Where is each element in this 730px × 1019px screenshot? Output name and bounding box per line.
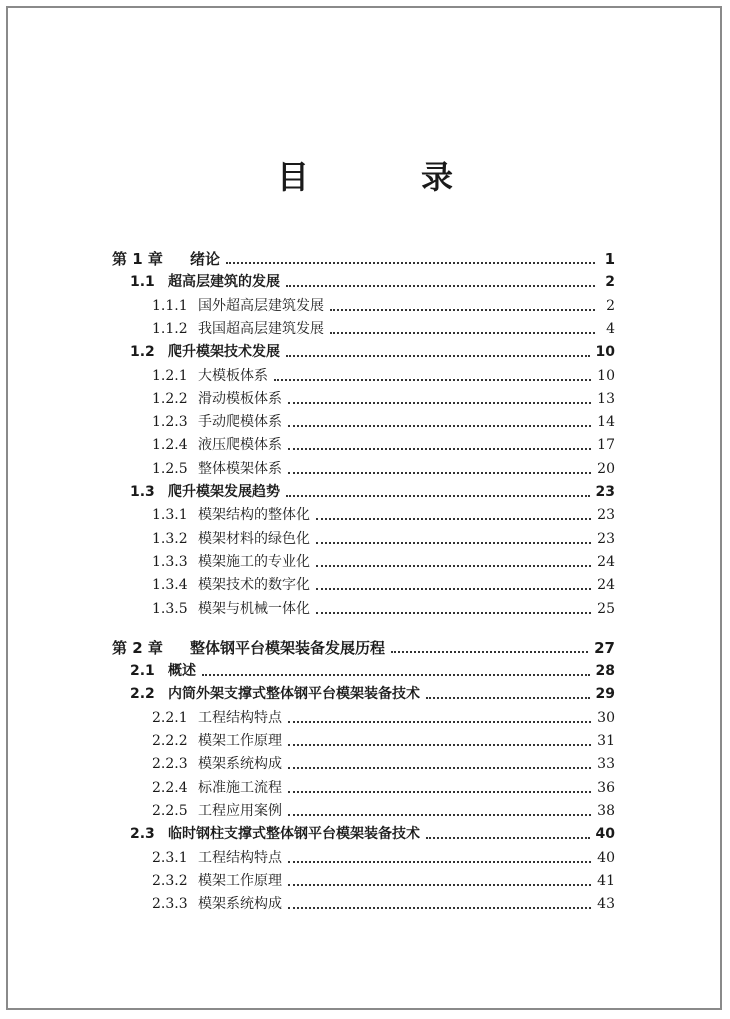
toc-entry[interactable] <box>152 500 615 524</box>
dot-leader <box>288 813 591 816</box>
toc-entry-page: 14 <box>597 414 615 431</box>
toc-entry-label: 模架与机械一体化 <box>198 600 310 617</box>
toc-entry-number: 1.3.5 <box>152 600 188 617</box>
toc-entry-label: 工程结构特点 <box>198 849 282 866</box>
toc-entry-number: 1.2.4 <box>152 437 188 454</box>
toc-entry-number: 1.1.2 <box>152 320 188 337</box>
toc-entry-number: 1.3.4 <box>152 577 188 594</box>
dot-leader <box>202 673 590 676</box>
toc-entry-label: 概述 <box>168 663 196 680</box>
toc-entry-page: 4 <box>606 320 615 337</box>
toc-entry-label: 模架材料的绿色化 <box>198 530 310 547</box>
toc-entry[interactable] <box>152 843 615 867</box>
dot-leader <box>288 883 591 886</box>
dot-leader <box>288 471 591 474</box>
toc-entry[interactable] <box>112 244 615 268</box>
toc-entry-label: 标准施工流程 <box>198 779 282 796</box>
toc-entry-page: 10 <box>595 344 615 361</box>
toc-entry-page: 38 <box>597 802 615 819</box>
dot-leader <box>286 494 590 497</box>
toc-entry[interactable] <box>152 703 615 727</box>
toc-entry-page: 1 <box>604 250 615 268</box>
dot-leader <box>288 906 591 909</box>
toc-entry-number: 2.1 <box>130 663 155 680</box>
toc-entry[interactable] <box>152 430 615 454</box>
dot-leader <box>316 587 591 590</box>
toc-entry-number: 2.2.3 <box>152 756 188 773</box>
toc-entry[interactable] <box>130 656 615 680</box>
toc-entry-number: 1.3.2 <box>152 530 188 547</box>
toc-entry-label: 模架工作原理 <box>198 872 282 889</box>
toc-entry[interactable] <box>130 819 615 843</box>
toc-entry-number: 1.2 <box>130 344 155 361</box>
toc-entry-label: 模架工作原理 <box>198 733 282 749</box>
toc-entry-number: 2.3.2 <box>152 872 188 889</box>
toc-entry-label: 临时钢柱支撑式整体钢平台模架装备技术 <box>168 826 420 843</box>
dot-leader <box>316 517 591 520</box>
dot-leader <box>330 308 595 311</box>
toc-entry-number: 2.3 <box>130 826 155 843</box>
toc-entry-number: 1.3 <box>130 484 155 500</box>
toc-entry-label: 模架系统构成 <box>198 756 282 773</box>
toc-entry[interactable] <box>130 267 615 291</box>
dot-leader <box>288 447 591 450</box>
toc-entry-label: 整体钢平台模架装备发展历程 <box>190 638 386 657</box>
toc-entry[interactable] <box>152 796 615 820</box>
toc-entry-page: 20 <box>597 460 615 477</box>
toc-entry-label: 绪论 <box>190 250 221 268</box>
toc-entry-number: 1.1.1 <box>152 297 188 314</box>
toc-entry-page: 23 <box>597 530 615 547</box>
toc-entry-number: 2.2.4 <box>152 779 188 796</box>
dot-leader <box>426 836 590 839</box>
toc-entry-label: 模架施工的专业化 <box>198 553 310 570</box>
toc-entry[interactable] <box>152 407 615 431</box>
toc-entry-label: 超高层建筑的发展 <box>168 274 280 291</box>
toc-entry-page: 10 <box>597 367 615 384</box>
toc-entry-label: 模架系统构成 <box>198 896 282 913</box>
toc-entry[interactable] <box>152 314 615 338</box>
toc-entry-label: 大模板体系 <box>198 367 268 384</box>
toc-entry-page: 29 <box>595 686 615 703</box>
toc-entry-label: 整体模架体系 <box>198 460 282 477</box>
toc-entry-label: 液压爬模体系 <box>198 437 282 454</box>
toc-entry-number: 2.2 <box>130 686 155 703</box>
toc-entry-page: 33 <box>597 756 615 773</box>
toc-entry-label: 手动爬模体系 <box>198 414 282 431</box>
dot-leader <box>288 743 591 746</box>
toc-entry-label: 我国超高层建筑发展 <box>198 320 324 337</box>
toc-entry-number: 2.3.1 <box>152 849 188 866</box>
dot-leader <box>391 650 588 653</box>
toc-entry-number: 1.2.2 <box>152 390 188 407</box>
toc-entry[interactable] <box>152 889 615 913</box>
toc-entry-page: 28 <box>595 663 615 680</box>
toc-entry-number: 第 2 章 <box>112 638 163 657</box>
toc-entry-page: 24 <box>597 577 615 594</box>
toc-entry-page: 40 <box>597 849 615 866</box>
toc-entry-page: 2 <box>605 274 615 291</box>
toc-entry-number: 2.3.3 <box>152 896 188 913</box>
toc-entry-label: 内筒外架支撑式整体钢平台模架装备技术 <box>168 686 420 703</box>
toc-entry-number: 2.2.2 <box>152 733 188 749</box>
toc-entry[interactable] <box>152 570 615 594</box>
toc-entry-page: 23 <box>595 484 615 500</box>
dot-leader <box>316 541 591 544</box>
toc-entry-number: 1.2.1 <box>152 367 188 384</box>
toc-entry-page: 2 <box>606 297 615 314</box>
toc-entry[interactable] <box>130 337 615 361</box>
toc-entry[interactable] <box>152 547 615 571</box>
toc-entry[interactable] <box>130 679 615 703</box>
toc-entry[interactable] <box>152 361 615 385</box>
toc-entry-page: 31 <box>597 733 615 749</box>
dot-leader <box>288 790 591 793</box>
toc-entry[interactable] <box>152 594 615 618</box>
dot-leader <box>288 766 591 769</box>
toc-entry[interactable] <box>152 454 615 478</box>
toc-entry-number: 第 1 章 <box>112 250 163 268</box>
dot-leader <box>286 284 595 287</box>
toc-entry-label: 工程应用案例 <box>198 802 282 819</box>
dot-leader <box>288 424 591 427</box>
dot-leader <box>226 261 595 264</box>
toc-entry-page: 41 <box>597 872 615 889</box>
toc-entry-label: 模架技术的数字化 <box>198 577 310 594</box>
toc-entry-page: 36 <box>597 779 615 796</box>
toc-entry-label: 爬升模架技术发展 <box>168 344 280 361</box>
toc-entry-page: 30 <box>597 709 615 726</box>
toc-entry-label: 滑动模板体系 <box>198 390 282 407</box>
toc-entry-page: 43 <box>597 896 615 913</box>
toc-entry[interactable] <box>152 749 615 773</box>
toc-entry-number: 1.2.3 <box>152 414 188 431</box>
toc-entry-number: 1.3.3 <box>152 553 188 570</box>
page-title: 目 录 <box>276 158 493 196</box>
toc-entry-number: 2.2.1 <box>152 709 188 726</box>
toc-entry-label: 模架结构的整体化 <box>198 507 310 524</box>
toc-entry[interactable] <box>152 726 615 750</box>
dot-leader <box>288 860 591 863</box>
toc-entry-number: 1.1 <box>130 274 155 291</box>
dot-leader <box>288 720 591 723</box>
toc-entry[interactable] <box>152 384 615 408</box>
dot-leader <box>316 564 591 567</box>
toc-entry[interactable] <box>112 633 615 657</box>
toc-entry[interactable] <box>152 773 615 797</box>
toc-entry-label: 爬升模架发展趋势 <box>168 484 280 500</box>
toc-entry[interactable] <box>130 477 615 501</box>
dot-leader <box>288 401 591 404</box>
toc-entry[interactable] <box>152 866 615 890</box>
dot-leader <box>330 331 595 334</box>
toc-entry[interactable] <box>152 291 615 315</box>
dot-leader <box>426 696 590 699</box>
toc-entry-page: 24 <box>597 553 615 570</box>
toc-entry-page: 17 <box>597 437 615 454</box>
toc-entry-label: 工程结构特点 <box>198 709 282 726</box>
toc-entry-page: 25 <box>597 600 615 617</box>
toc-entry-number: 1.2.5 <box>152 460 188 477</box>
toc-entry-page: 13 <box>597 390 615 407</box>
toc-entry-number: 2.2.5 <box>152 802 188 819</box>
dot-leader <box>274 378 591 381</box>
toc-entry[interactable] <box>152 524 615 548</box>
dot-leader <box>316 611 591 614</box>
toc-entry-page: 23 <box>597 507 615 524</box>
toc-entry-page: 27 <box>594 638 615 657</box>
toc-entry-number: 1.3.1 <box>152 507 188 524</box>
toc-entry-page: 40 <box>595 826 615 843</box>
dot-leader <box>286 354 590 357</box>
toc-entry-label: 国外超高层建筑发展 <box>198 297 324 314</box>
